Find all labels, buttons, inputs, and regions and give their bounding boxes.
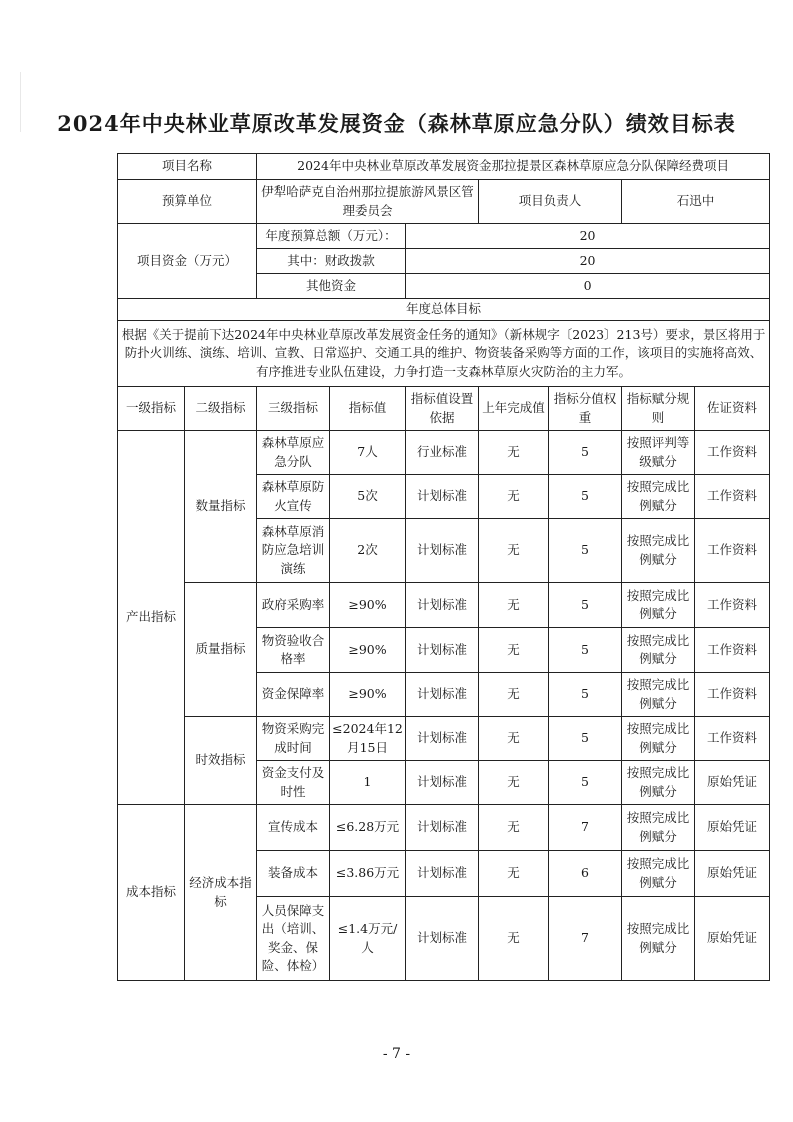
header-evidence: 佐证资料 bbox=[695, 387, 770, 431]
scoring-rule-cell: 按照完成比例赋分 bbox=[622, 761, 695, 805]
overall-goal-header-row bbox=[118, 299, 770, 321]
prev-year-cell: 无 bbox=[479, 761, 549, 805]
budget-unit-row bbox=[118, 180, 770, 224]
target-value-cell: 2次 bbox=[330, 519, 406, 583]
level3-cell: 装备成本 bbox=[257, 851, 330, 897]
project-name-row bbox=[118, 154, 770, 180]
table-row bbox=[118, 805, 770, 851]
target-value-cell: ≥90% bbox=[330, 673, 406, 717]
prev-year-cell: 无 bbox=[479, 628, 549, 673]
level2-quantity: 数量指标 bbox=[185, 431, 257, 583]
document-title: 2024年中央林业草原改革发展资金（森林草原应急分队）绩效目标表 bbox=[57, 111, 736, 136]
basis-cell: 计划标准 bbox=[406, 475, 479, 519]
funds-total-label: 年度预算总额（万元）： bbox=[257, 224, 406, 249]
target-value-cell: 1 bbox=[330, 761, 406, 805]
header-level2: 二级指标 bbox=[185, 387, 257, 431]
evidence-cell: 工作资料 bbox=[695, 431, 770, 475]
prev-year-cell: 无 bbox=[479, 519, 549, 583]
target-value-cell: 5次 bbox=[330, 475, 406, 519]
basis-cell: 计划标准 bbox=[406, 761, 479, 805]
basis-cell: 计划标准 bbox=[406, 805, 479, 851]
basis-cell: 行业标准 bbox=[406, 431, 479, 475]
evidence-cell: 原始凭证 bbox=[695, 851, 770, 897]
prev-year-cell: 无 bbox=[479, 851, 549, 897]
weight-cell: 5 bbox=[549, 717, 622, 761]
evidence-cell: 工作资料 bbox=[695, 475, 770, 519]
basis-cell: 计划标准 bbox=[406, 673, 479, 717]
basis-cell: 计划标准 bbox=[406, 851, 479, 897]
project-name-value: 2024年中央林业草原改革发展资金那拉提景区森林草原应急分队保障经费项目 bbox=[257, 154, 770, 180]
prev-year-cell: 无 bbox=[479, 673, 549, 717]
scoring-rule-cell: 按照评判等级赋分 bbox=[622, 431, 695, 475]
indicator-header-row bbox=[118, 387, 770, 431]
scoring-rule-cell: 按照完成比例赋分 bbox=[622, 717, 695, 761]
scoring-rule-cell: 按照完成比例赋分 bbox=[622, 475, 695, 519]
overall-goal-text-row bbox=[118, 321, 770, 387]
header-level3: 三级指标 bbox=[257, 387, 330, 431]
level3-cell: 物资采购完成时间 bbox=[257, 717, 330, 761]
basis-cell: 计划标准 bbox=[406, 519, 479, 583]
level3-cell: 资金保障率 bbox=[257, 673, 330, 717]
header-level1: 一级指标 bbox=[118, 387, 185, 431]
level3-cell: 资金支付及时性 bbox=[257, 761, 330, 805]
level3-cell: 政府采购率 bbox=[257, 583, 330, 628]
budget-unit-label: 预算单位 bbox=[118, 180, 257, 224]
evidence-cell: 工作资料 bbox=[695, 583, 770, 628]
evidence-cell: 工作资料 bbox=[695, 717, 770, 761]
project-leader-value: 石迅中 bbox=[622, 180, 770, 224]
level2-timeliness: 时效指标 bbox=[185, 717, 257, 805]
weight-cell: 5 bbox=[549, 519, 622, 583]
weight-cell: 5 bbox=[549, 475, 622, 519]
level3-cell: 宣传成本 bbox=[257, 805, 330, 851]
project-name-label: 项目名称 bbox=[118, 154, 257, 180]
weight-cell: 5 bbox=[549, 673, 622, 717]
header-target-value: 指标值 bbox=[330, 387, 406, 431]
prev-year-cell: 无 bbox=[479, 475, 549, 519]
weight-cell: 5 bbox=[549, 628, 622, 673]
level3-cell: 物资验收合格率 bbox=[257, 628, 330, 673]
prev-year-cell: 无 bbox=[479, 717, 549, 761]
scoring-rule-cell: 按照完成比例赋分 bbox=[622, 897, 695, 981]
weight-cell: 5 bbox=[549, 431, 622, 475]
scoring-rule-cell: 按照完成比例赋分 bbox=[622, 628, 695, 673]
basis-cell: 计划标准 bbox=[406, 583, 479, 628]
funds-total-row bbox=[118, 224, 770, 249]
evidence-cell: 工作资料 bbox=[695, 519, 770, 583]
weight-cell: 6 bbox=[549, 851, 622, 897]
funds-other-label: 其他资金 bbox=[257, 274, 406, 299]
weight-cell: 5 bbox=[549, 583, 622, 628]
level1-output: 产出指标 bbox=[118, 431, 185, 805]
project-leader-label: 项目负责人 bbox=[479, 180, 622, 224]
overall-goal-label: 年度总体目标 bbox=[118, 299, 770, 321]
level3-cell: 森林草原消防应急培训演练 bbox=[257, 519, 330, 583]
level1-cost: 成本指标 bbox=[118, 805, 185, 981]
prev-year-cell: 无 bbox=[479, 583, 549, 628]
scoring-rule-cell: 按照完成比例赋分 bbox=[622, 673, 695, 717]
basis-cell: 计划标准 bbox=[406, 628, 479, 673]
evidence-cell: 原始凭证 bbox=[695, 897, 770, 981]
table-row bbox=[118, 583, 770, 628]
header-basis: 指标值设置依据 bbox=[406, 387, 479, 431]
page-number: - 7 - bbox=[382, 1046, 411, 1062]
performance-target-table bbox=[117, 153, 770, 981]
level2-quality: 质量指标 bbox=[185, 583, 257, 717]
header-scoring-rule: 指标赋分规则 bbox=[622, 387, 695, 431]
scoring-rule-cell: 按照完成比例赋分 bbox=[622, 583, 695, 628]
basis-cell: 计划标准 bbox=[406, 717, 479, 761]
target-value-cell: ≥90% bbox=[330, 628, 406, 673]
funds-fiscal-value: 20 bbox=[406, 249, 770, 274]
project-funds-label: 项目资金（万元） bbox=[118, 224, 257, 299]
overall-goal-text: 根据《关于提前下达2024年中央林业草原改革发展资金任务的通知》（新林规字〔2023〕213号）要求，景区将用于防扑火训练、演练、培训、宣教、日常巡护、交通工具的维护、物资装备采购等方面的工作，该项目的实施将高效、有序推进专业队伍建设，力争打造一支森林草原火灾防治的主力军。 bbox=[118, 321, 770, 387]
prev-year-cell: 无 bbox=[479, 431, 549, 475]
funds-total-value: 20 bbox=[406, 224, 770, 249]
evidence-cell: 原始凭证 bbox=[695, 805, 770, 851]
evidence-cell: 原始凭证 bbox=[695, 761, 770, 805]
target-value-cell: ≤2024年12月15日 bbox=[330, 717, 406, 761]
level3-cell: 森林草原应急分队 bbox=[257, 431, 330, 475]
weight-cell: 5 bbox=[549, 761, 622, 805]
evidence-cell: 工作资料 bbox=[695, 673, 770, 717]
prev-year-cell: 无 bbox=[479, 805, 549, 851]
scoring-rule-cell: 按照完成比例赋分 bbox=[622, 805, 695, 851]
level3-cell: 森林草原防火宣传 bbox=[257, 475, 330, 519]
prev-year-cell: 无 bbox=[479, 897, 549, 981]
header-prev-year: 上年完成值 bbox=[479, 387, 549, 431]
target-value-cell: ≤1.4万元/人 bbox=[330, 897, 406, 981]
evidence-cell: 工作资料 bbox=[695, 628, 770, 673]
target-value-cell: ≥90% bbox=[330, 583, 406, 628]
table-row bbox=[118, 717, 770, 761]
header-weight: 指标分值权重 bbox=[549, 387, 622, 431]
table-row bbox=[118, 431, 770, 475]
scoring-rule-cell: 按照完成比例赋分 bbox=[622, 851, 695, 897]
target-value-cell: ≤6.28万元 bbox=[330, 805, 406, 851]
weight-cell: 7 bbox=[549, 805, 622, 851]
basis-cell: 计划标准 bbox=[406, 897, 479, 981]
funds-fiscal-label: 其中：财政拨款 bbox=[257, 249, 406, 274]
weight-cell: 7 bbox=[549, 897, 622, 981]
target-value-cell: ≤3.86万元 bbox=[330, 851, 406, 897]
budget-unit-value: 伊犁哈萨克自治州那拉提旅游风景区管理委员会 bbox=[257, 180, 479, 224]
funds-other-value: 0 bbox=[406, 274, 770, 299]
level2-economic-cost: 经济成本指标 bbox=[185, 805, 257, 981]
scoring-rule-cell: 按照完成比例赋分 bbox=[622, 519, 695, 583]
target-value-cell: 7人 bbox=[330, 431, 406, 475]
level3-cell: 人员保障支出（培训、奖金、保险、体检） bbox=[257, 897, 330, 981]
